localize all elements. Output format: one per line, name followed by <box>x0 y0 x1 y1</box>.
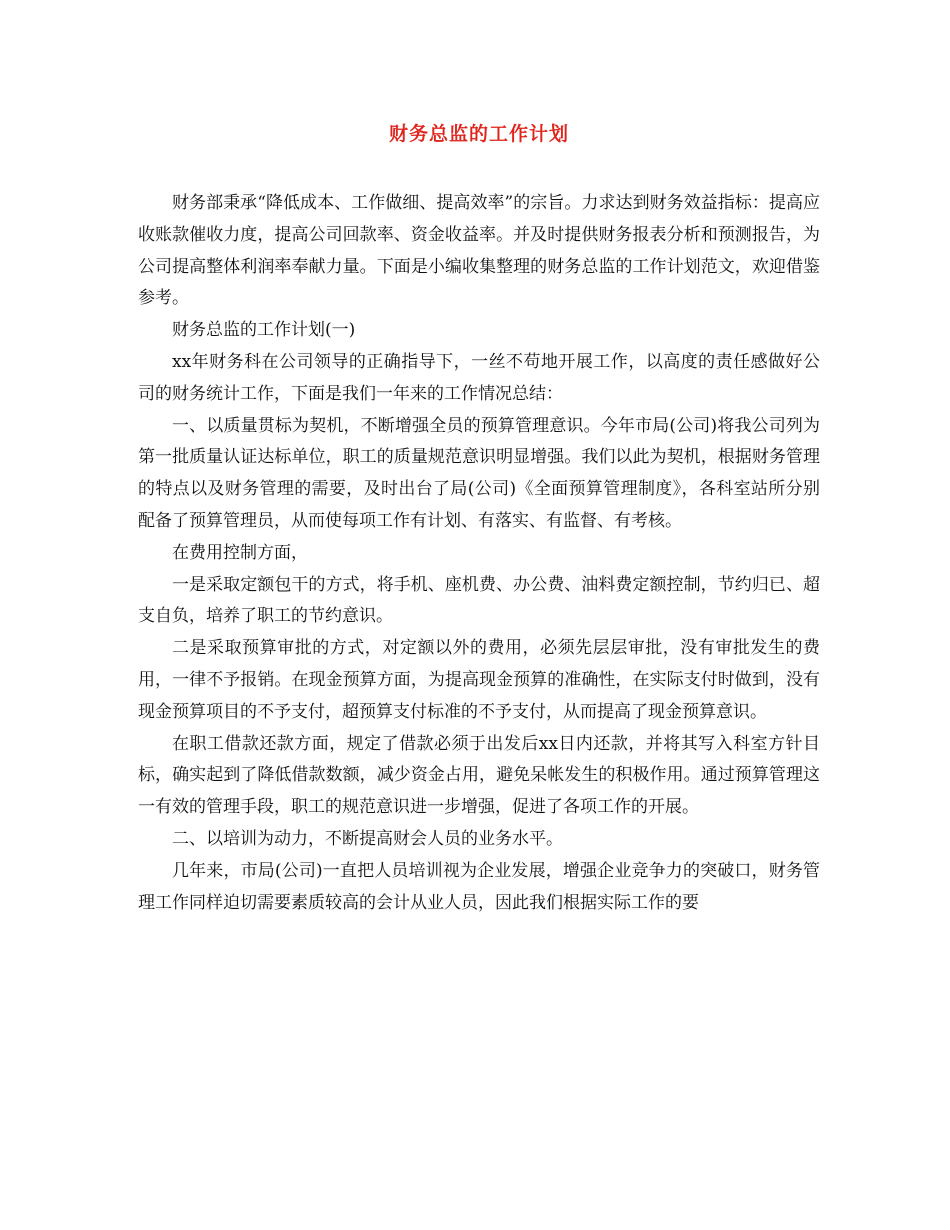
paragraph-quota: 一是采取定额包干的方式，将手机、座机费、办公费、油料费定额控制，节约归已、超支自负，培养了职工的节约意识。 <box>138 574 820 627</box>
paragraph-budget-approval: 二是采取预算审批的方式，对定额以外的费用，必须先层层审批，没有审批发生的费用，一律不予报销。在现金预算方面，为提高现金预算的准确性，在实际支付时做到，没有现金预算项目的不予支付，超预算支付标准的不予支付，从而提高了现金预算意识。 <box>138 638 820 722</box>
paragraph-training: 几年来，市局(公司)一直把人员培训视为企业发展，增强企业竞争力的突破口，财务管理工作同样迫切需要素质较高的会计从业人员，因此我们根据实际工作的要 <box>138 860 820 913</box>
document-title: 财务总监的工作计划 <box>388 123 569 145</box>
document-body <box>138 188 820 919</box>
paragraph-section-heading: 财务总监的工作计划(一) <box>172 320 356 341</box>
paragraph-loans: 在职工借款还款方面，规定了借款必须于出发后xx日内还款，并将其写入科室方针目标，确实起到了降低借款数额，减少资金占用，避免呆帐发生的积极作用。通过预算管理这一有效的管理手段，职工的规范意识进一步增强，促进了各项工作的开展。 <box>138 733 820 818</box>
paragraph-summary-intro: xx年财务科在公司领导的正确指导下，一丝不苟地开展工作，以高度的责任感做好公司的财务统计工作，下面是我们一年来的工作情况总结： <box>138 351 820 404</box>
paragraph-point-one: 一、以质量贯标为契机，不断增强全员的预算管理意识。今年市局(公司)将我公司列为第一批质量认证达标单位，职工的质量规范意识明显增强。我们以此为契机，根据财务管理的特点以及财务管理的需要，及时出台了局(公司)《全面预算管理制度》，各科室站所分别配备了预算管理员，从而使每项工作有计划、有落实、有监督、有考核。 <box>138 415 820 531</box>
paragraph-cost-control: 在费用控制方面， <box>172 542 308 563</box>
paragraph-point-two: 二、以培训为动力，不断提高财会人员的业务水平。 <box>172 828 563 849</box>
paragraph-intro: 财务部秉承“降低成本、工作做细、提高效率”的宗旨。力求达到财务效益指标：提高应收账款催收力度，提高公司回款率、资金收益率。并及时提供财务报表分析和预测报告，为公司提高整体利润率奉献力量。下面是小编收集整理的财务总监的工作计划范文，欢迎借鉴参考。 <box>138 193 820 309</box>
